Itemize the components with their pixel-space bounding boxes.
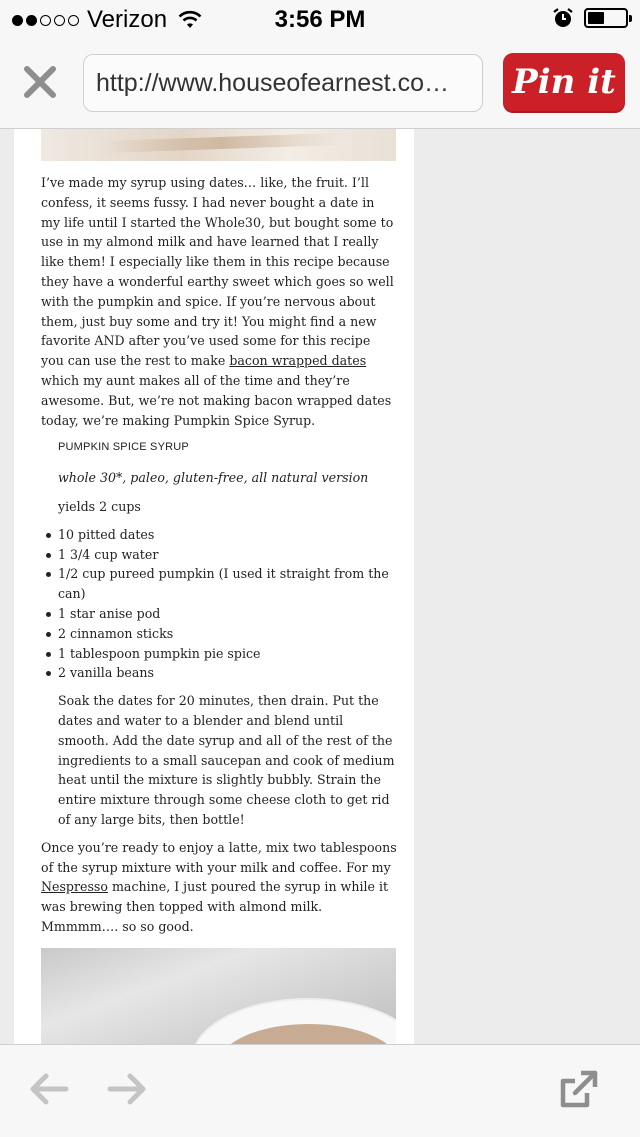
ingredient-item: 1/2 cup pureed pumpkin (I used it straight from the can) <box>41 564 397 604</box>
intro-text-continued: which my aunt makes all of the time and they’re awesome. But, we’re not making bacon wrapped dates today, we’re making Pumpkin Spice Syrup. <box>41 372 392 428</box>
ingredient-item: 1 star anise pod <box>41 604 397 624</box>
web-page[interactable] <box>0 129 640 1044</box>
top-photo <box>41 129 396 161</box>
back-button[interactable] <box>27 1067 71 1111</box>
recipe-steps: Soak the dates for 20 minutes, then drain. Put the dates and water to a blender and blend until smooth. Add the date syrup and all of the rest of the ingredients to a small saucepan and cook of medium heat until the mixture is slightly bubbly. Strain the entire mixture through some cheese cloth to get rid of any large bits, then bottle! <box>58 693 395 827</box>
recipe-subtitle: whole 30*, paleo, gluten-free, all natural version <box>58 470 369 486</box>
ingredient-item: 1 tablespoon pumpkin pie spice <box>41 644 397 664</box>
pin-it-button[interactable]: Pin it <box>503 53 625 113</box>
article-column <box>14 129 414 1044</box>
ingredient-item: 1 3/4 cup water <box>41 545 397 565</box>
latte-text-continued: machine, I just poured the syrup in while it was brewing then topped with almond milk. Mmmmm…. so so good. <box>41 879 389 934</box>
battery-icon <box>584 8 628 28</box>
forward-arrow-icon <box>106 1071 148 1107</box>
bottom-nav-bar <box>0 1044 640 1137</box>
recipe-title: PUMPKIN SPICE SYRUP <box>58 441 189 454</box>
latte-photo <box>41 948 396 1044</box>
bacon-wrapped-dates-link[interactable]: bacon wrapped dates <box>229 353 367 369</box>
open-in-browser-button[interactable] <box>557 1067 601 1111</box>
close-icon <box>23 65 57 99</box>
ingredient-item: 2 vanilla beans <box>41 663 397 683</box>
open-external-icon <box>557 1067 601 1111</box>
latte-paragraph <box>41 838 397 937</box>
address-bar[interactable]: http://www.houseofearnest.co… <box>83 54 483 112</box>
article-body <box>41 173 397 1032</box>
ingredient-item: 10 pitted dates <box>41 525 397 545</box>
recipe-yield: yields 2 cups <box>58 498 141 514</box>
ingredient-item: 2 cinnamon sticks <box>41 624 397 644</box>
status-bar <box>0 0 640 40</box>
latte-text: Once you’re ready to enjoy a latte, mix two tablespoons of the syrup mixture with your milk and coffee. For my <box>41 839 397 875</box>
forward-button[interactable] <box>105 1067 149 1111</box>
nespresso-link[interactable]: Nespresso <box>41 879 108 895</box>
carrier-name: Verizon <box>87 6 168 33</box>
back-arrow-icon <box>28 1071 70 1107</box>
alarm-clock-icon <box>552 7 574 29</box>
recipe-block <box>41 438 397 516</box>
intro-paragraph <box>41 173 397 430</box>
close-button[interactable] <box>18 60 62 104</box>
clock: 3:56 PM <box>274 6 366 33</box>
ingredient-list <box>41 525 397 683</box>
browser-toolbar <box>0 40 640 129</box>
intro-text: I’ve made my syrup using dates… like, the fruit. I’ll confess, it seems fussy. I had never bought a date in my life until I started the Whole30, but bought some to use in my almond milk and have learned that I really like them! I especially like them in this recipe because they have a wonderful earthy sweet which goes so well with the pumpkin and spice. If you’re nervous about them, just buy some and try it! You might find a new favorite AND after you’ve used some for this recipe you can use the rest to make <box>41 175 394 369</box>
